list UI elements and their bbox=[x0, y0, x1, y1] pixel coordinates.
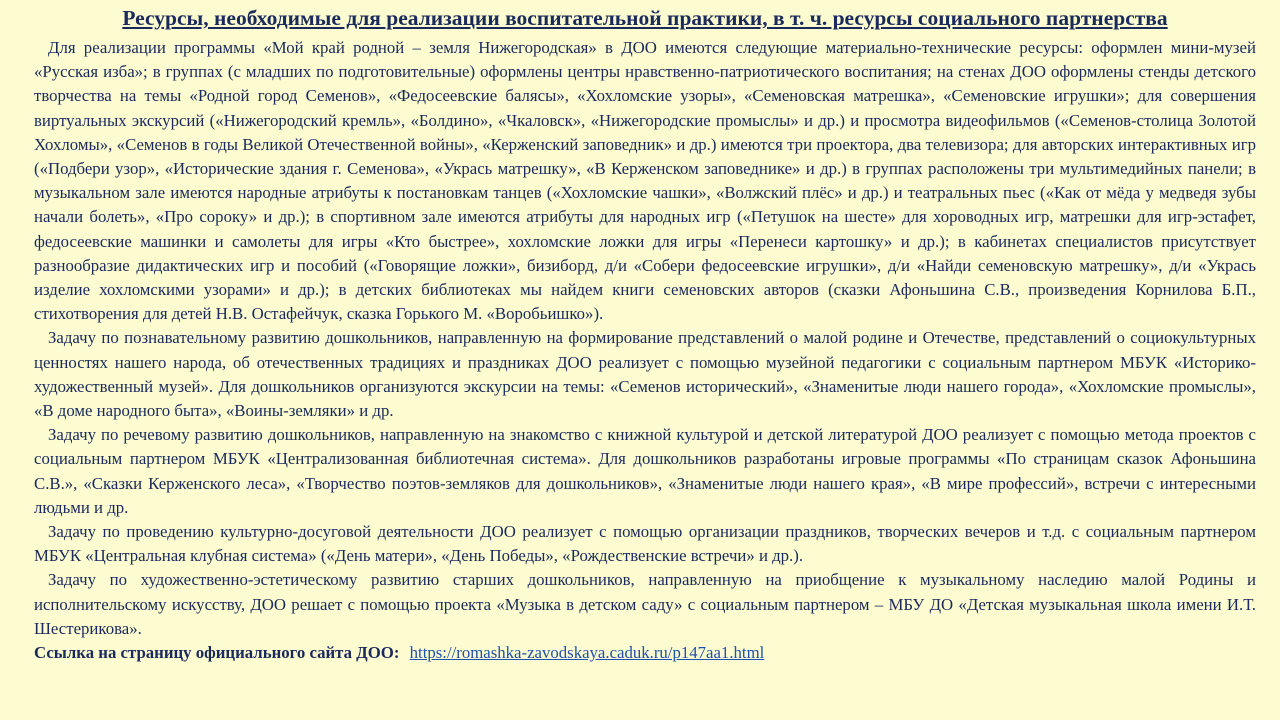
paragraph-speech: Задачу по речевому развитию дошкольников, направленную на знакомство с книжной культурой и детской литературой ДОО реализует с помощью метода проектов с социальным партнером МБУК «Централизованная библиотечная система». Для дошкольников разработаны игровые программы «По страницам сказок Афоньшина С.В.», «Сказки Керженского леса», «Творчество поэтов-земляков для дошкольников», «Знаменитые люди нашего края», «В мире профессий», встречи с интересными людьми и др. bbox=[34, 425, 1256, 517]
site-link[interactable]: https://romashka-zavodskaya.caduk.ru/p147aa1.html bbox=[409, 643, 765, 663]
paragraph-resources: Для реализации программы «Мой край родной – земля Нижегородская» в ДОО имеются следующие материально-технические ресурсы: оформлен мини-музей «Русская изба»; в группах (с младших по подготовительные) оформлены центры нравственно-патриотического воспитания; на стенах ДОО оформлены стенды детского творчества на темы «Родной город Семенов», «Федосеевские балясы», «Хохломские узоры», «Семеновская матрешка», «Семеновские игрушки»; для совершения виртуальных экскурсий («Нижегородский кремль», «Болдино», «Чкаловск», «Нижегородские промыслы» и др.) и просмотра видеофильмов («Семенов-столица Золотой Хохломы», «Семенов в годы Великой Отечественной войны», «Керженский заповедник» и др.) имеются три проектора, два телевизора; для авторских интерактивных игр («Подбери узор», «Исторические здания г. Семенова», «Укрась матрешку», «В Керженском заповеднике» и др.) в группах расположены три мультимедийных панели; в музыкальном зале имеются народные атрибуты к постановкам танцев («Хохломские чашки», «Волжский плёс» и др.) и театральных пьес («Как от мёда у медведя зубы начали болеть», «Про сороку» и др.); в спортивном зале имеются атрибуты для народных игр («Петушок на шесте» для хороводных игр, матрешки для игр-эстафет, федосеевские машинки и самолеты для игры «Кто быстрее», хохломские ложки для игры «Перенеси картошку» и др.); в кабинетах специалистов присутствует разнообразие дидактических игр и пособий («Говорящие ложки», бизиборд, д/и «Собери федосеевские игрушки», д/и «Найди семеновскую матрешку», д/и «Укрась изделие хохломскими узорами» и др.); в детских библиотеках мы найдем книги семеновских авторов (сказки Афоньшина С.В., произведения Корнилова Б.П., стихотворения для детей Н.В. Остафейчук, сказка Горького М. «Воробьишко»). bbox=[34, 38, 1256, 324]
paragraph-leisure: Задачу по проведению культурно-досуговой деятельности ДОО реализует с помощью организации праздников, творческих вечеров и т.д. с социальным партнером МБУК «Центральная клубная система» («День матери», «День Победы», «Рождественские встречи» и др.). bbox=[34, 522, 1256, 566]
site-link-label: Ссылка на страницу официального сайта ДОО: bbox=[34, 643, 400, 663]
page-title: Ресурсы, необходимые для реализации воспитательной практики, в т. ч. ресурсы социального партнерства bbox=[122, 6, 1168, 30]
body-text bbox=[34, 36, 1256, 641]
site-link-line bbox=[34, 641, 1256, 665]
paragraph-music: Задачу по художественно-эстетическому развитию старших дошкольников, направленную на приобщение к музыкальному наследию малой Родины и исполнительскому искусству, ДОО решает с помощью проекта «Музыка в детском саду» с социальным партнером – МБУ ДО «Детская музыкальная школа имени И.Т. Шестерикова». bbox=[34, 570, 1256, 638]
paragraph-cognitive: Задачу по познавательному развитию дошкольников, направленную на формирование представлений о малой родине и Отечестве, представлений о социокультурных ценностях нашего народа, об отечественных традициях и праздниках ДОО реализует с помощью музейной педагогики с социальным партнером МБУК «Историко-художественный музей». Для дошкольников организуются экскурсии на темы: «Семенов исторический», «Знаменитые люди нашего города», «Хохломские промыслы», «В доме народного быта», «Воины-земляки» и др. bbox=[34, 328, 1256, 421]
